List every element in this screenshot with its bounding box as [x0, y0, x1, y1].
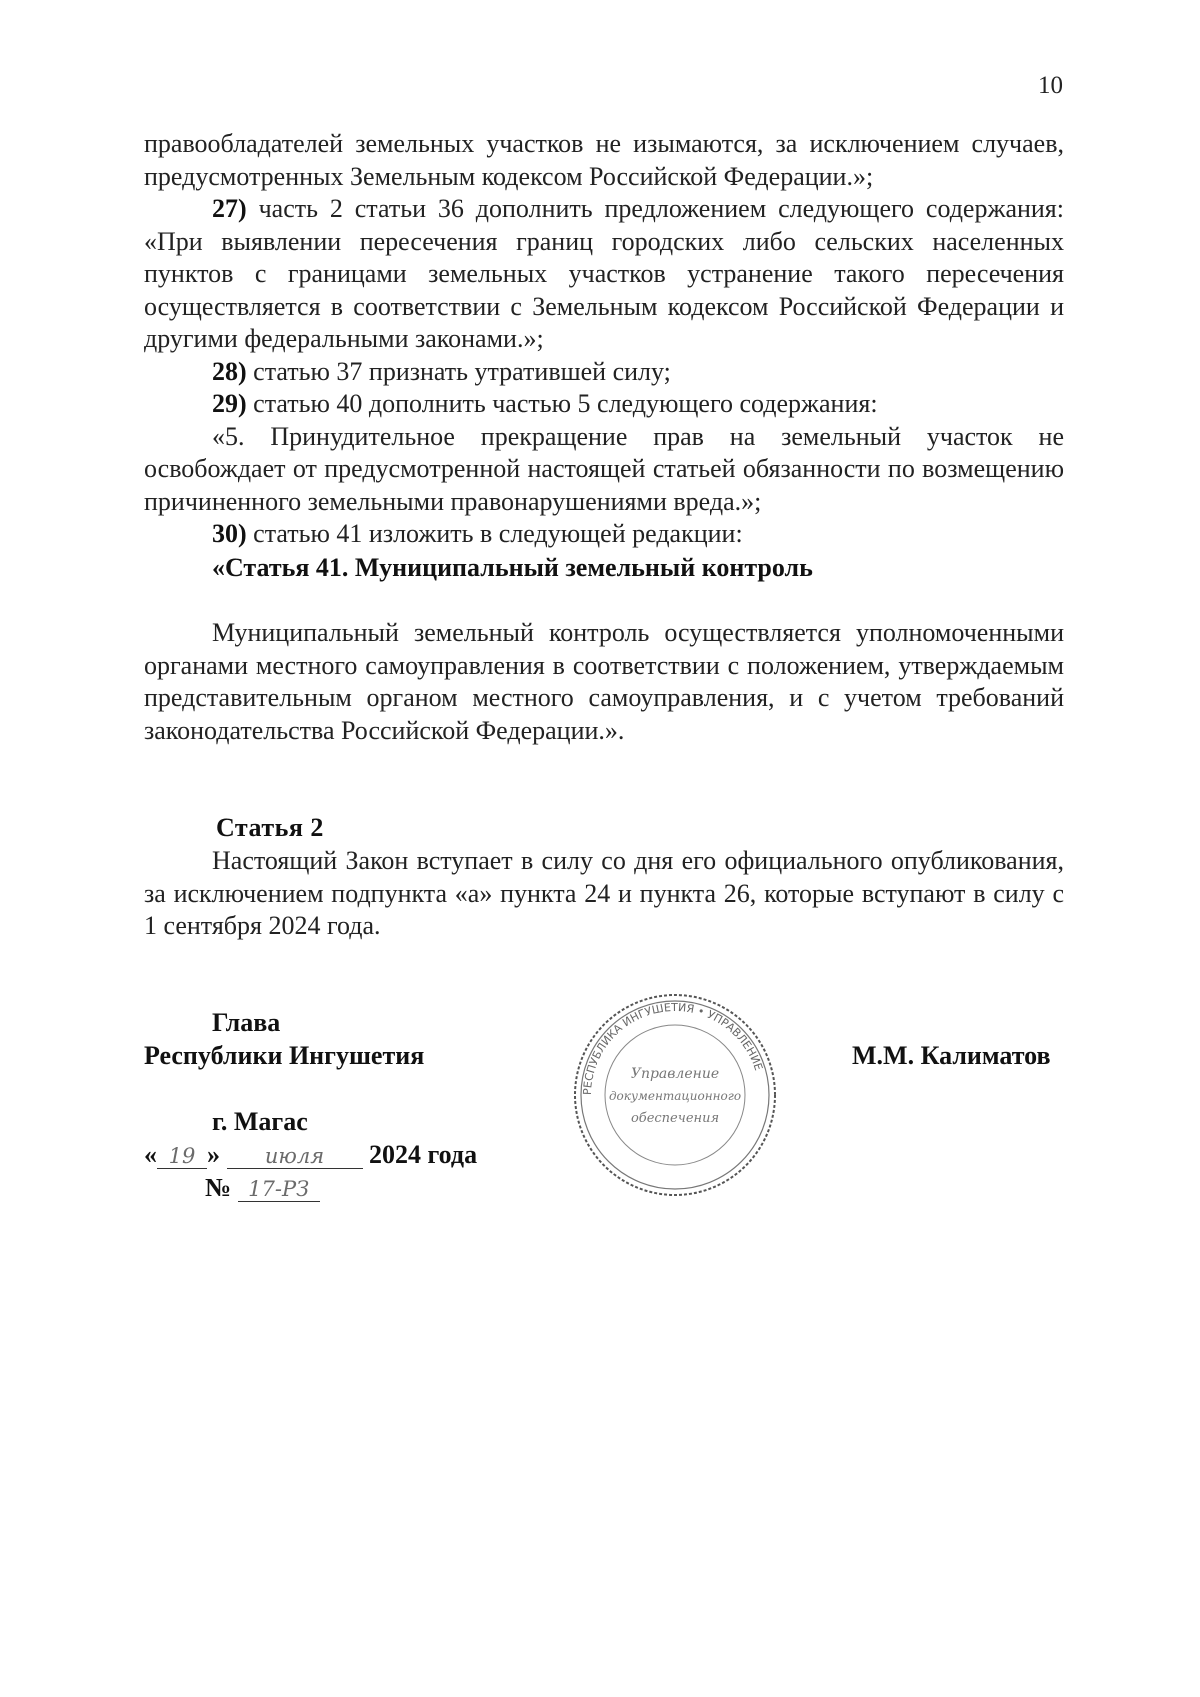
article-2-body — [144, 845, 1064, 943]
date-year: 2024 года — [369, 1140, 478, 1169]
stamp-line-1: Управление — [630, 1066, 720, 1082]
amendments-text — [144, 128, 1064, 551]
paragraph-item-30: 30) статью 41 изложить в следующей редакции: — [212, 519, 743, 548]
signatory-title-line2: Республики Ингушетия — [144, 1041, 425, 1070]
signing-date — [144, 1140, 477, 1170]
signatory-name: М.М. Калиматов — [852, 1041, 1051, 1070]
date-month-handwritten: июля — [227, 1144, 363, 1169]
article-41-paragraph: Муниципальный земельный контроль осуществляется уполномоченными органами местного самоуправления в соответствии с положением, утверждаемым представительным органом местного самоуправления, и с учетом требований законодательства Российской Федерации.». — [144, 618, 1064, 745]
paragraph-item-29: 29) статью 40 дополнить частью 5 следующего содержания: — [212, 389, 878, 418]
official-seal-stamp — [570, 990, 780, 1200]
article-41-body — [144, 617, 1064, 747]
date-close-quote: » — [207, 1140, 220, 1169]
signatory-title-line1: Глава — [212, 1008, 281, 1037]
date-open-quote: « — [144, 1140, 157, 1169]
paragraph-item-27: 27) часть 2 статьи 36 дополнить предложением следующего содержания: «При выявлении пересечения границ городских либо сельских населенных пунктов с границами земельных участков устранение такого пересечения осуществляется в соответствии с Земельным кодексом Российской Федерации и другими федеральными законами.»; — [144, 194, 1064, 353]
stamp-outer-text: РЕСПУБЛИКА ИНГУШЕТИЯ • УПРАВЛЕНИЕ — [580, 1000, 766, 1096]
stamp-line-3: обеспечения — [630, 1111, 720, 1126]
stamp-line-2: документационного — [608, 1089, 742, 1103]
paragraph-quote-5: «5. Принудительное прекращение прав на земельный участок не освобождает от предусмотренной настоящей статьей обязанности по возмещению причиненного земельными правонарушениями вреда.»; — [144, 421, 1064, 516]
law-number — [205, 1173, 320, 1203]
article-41-heading: «Статья 41. Муниципальный земельный контроль — [212, 553, 813, 582]
page-number: 10 — [1038, 72, 1063, 99]
paragraph-item-28: 28) статью 37 признать утратившей силу; — [212, 356, 671, 386]
number-label: № — [205, 1173, 232, 1202]
article-2-heading: Статья 2 — [216, 813, 324, 842]
paragraph-continuation: правообладателей земельных участков не изымаются, за исключением случаев, предусмотренных Земельным кодексом Российской Федерации.»; — [144, 129, 1064, 191]
signing-city: г. Магас — [212, 1107, 308, 1136]
number-handwritten: 17-РЗ — [238, 1177, 320, 1202]
article-2-paragraph: Настоящий Закон вступает в силу со дня его официального опубликования, за исключением подпункта «а» пункта 24 и пункта 26, которые вступают в силу с 1 сентября 2024 года. — [144, 846, 1064, 940]
date-day-handwritten: 19 — [157, 1144, 207, 1169]
